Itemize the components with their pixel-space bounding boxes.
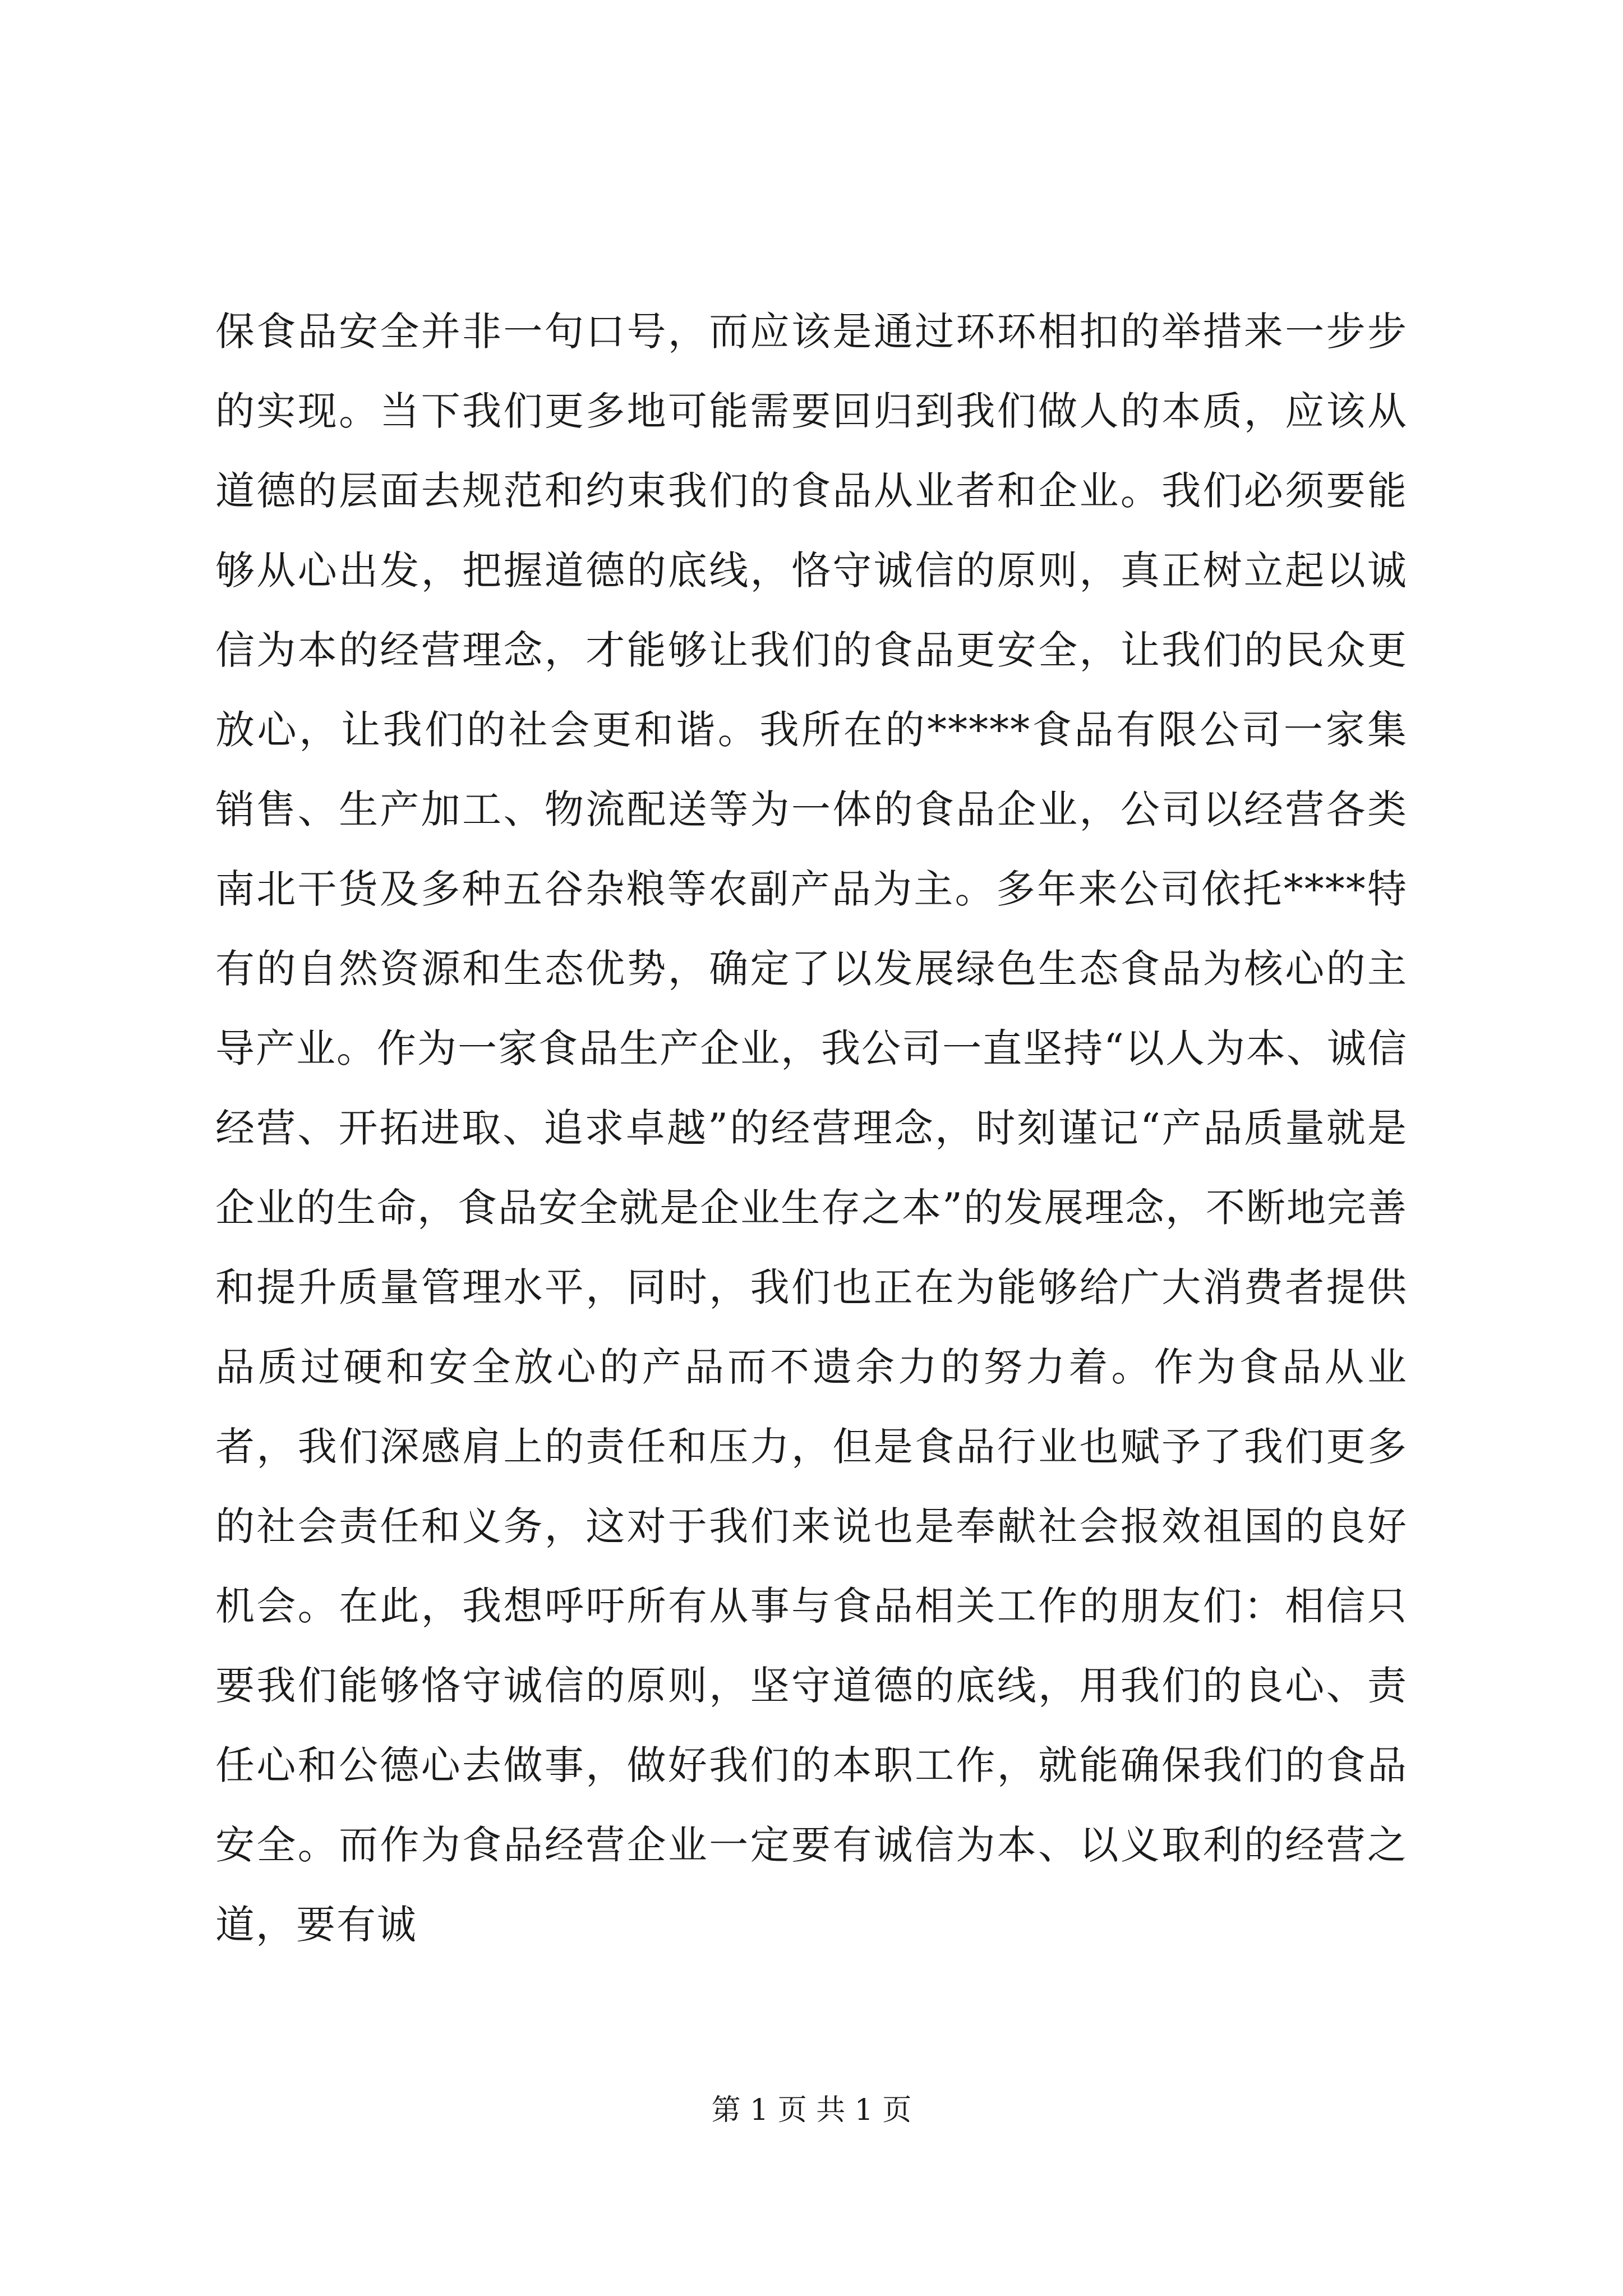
body-paragraph: 保食品安全并非一句口号，而应该是通过环环相扣的举措来一步步的实现。当下我们更多地可能需要回归到我们做人的本质，应该从道德的层面去规范和约束我们的食品从业者和企业。我们必须要能够从心出发，把握道德的底线，恪守诚信的原则，真正树立起以诚信为本的经营理念，才能够让我们的食品更安全，让我们的民众更放心，让我们的社会更和谐。我所在的*****食品有限公司一家集销售、生产加工、物流配送等为一体的食品企业，公司以经营各类南北干货及多种五谷杂粮等农副产品为主。多年来公司依托****特有的自然资源和生态优势，确定了以发展绿色生态食品为核心的主导产业。作为一家食品生产企业，我公司一直坚持“以人为本、诚信经营、开拓进取、追求卓越”的经营理念，时刻谨记“产品质量就是企业的生命，食品安全就是企业生存之本”的发展理念，不断地完善和提升质量管理水平，同时，我们也正在为能够给广大消费者提供品质过硬和安全放心的产品而不遗余力的努力着。作为食品从业者，我们深感肩上的责任和压力，但是食品行业也赋予了我们更多的社会责任和义务，这对于我们来说也是奉献社会报效祖国的良好机会。在此，我想呼吁所有从事与食品相关工作的朋友们：相信只要我们能够恪守诚信的原则，坚守道德的底线，用我们的良心、责任心和公德心去做事，做好我们的本职工作，就能确保我们的食品安全。而作为食品经营企业一定要有诚信为本、以义取利的经营之道，要有诚 <box>215 309 1408 1948</box>
page-footer: 第 1 页 共 1 页 <box>711 2093 912 2127</box>
